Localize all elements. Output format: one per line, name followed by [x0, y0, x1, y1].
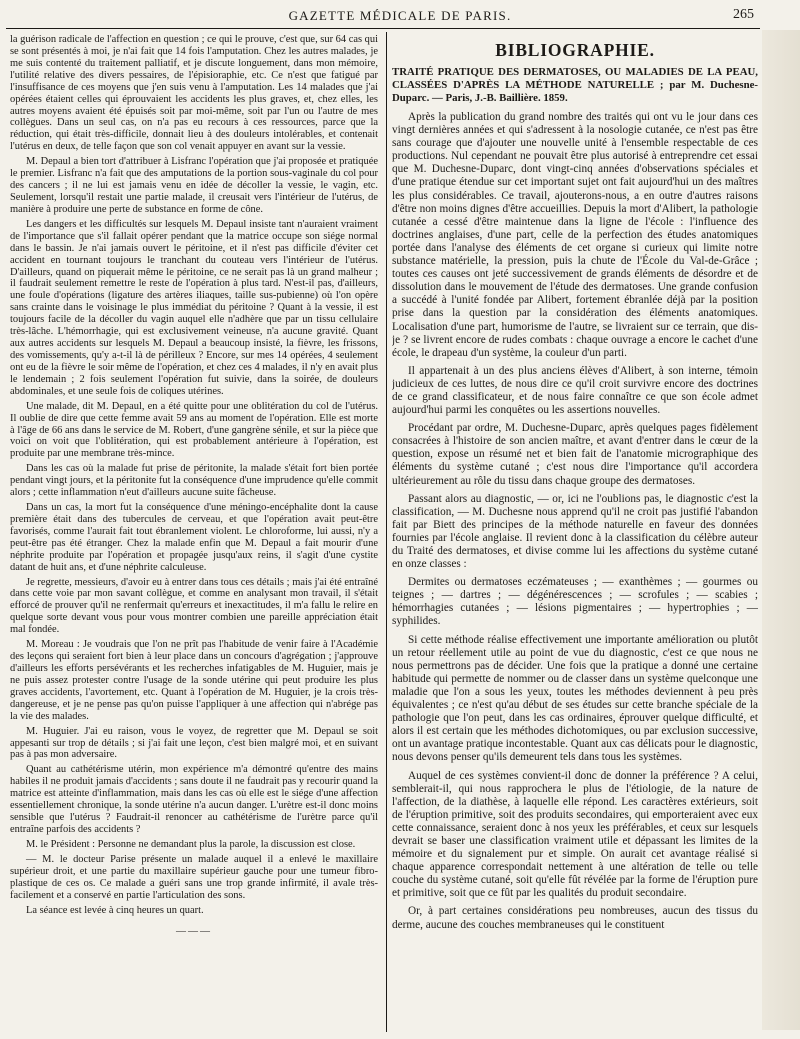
running-head: GAZETTE MÉDICALE DE PARIS. — [288, 8, 512, 23]
paragraph: Passant alors au diagnostic, — or, ici ne l'oublions pas, le diagnostic c'est la classification, — M. Duchesne nous apprend qu'il ne croit pas justifié l'abandon fait par Biett des principes de la méthode naturelle en faveur des données fournies par l'école anglaise. Il revient donc à la classification du célèbre auteur du Traité des dermatoses, et divise comme lui les affections du système cutané en onze classes : — [392, 492, 758, 571]
header-rule — [6, 28, 760, 29]
column-divider — [386, 32, 387, 1032]
paragraph: Si cette méthode réalise effectivement une importante amélioration ou plutôt un retour réellement utile au point de vue du diagnostic, c'est ce que nous ne nous permettrons pas de décider. Une fois que la pratique a donné une certaine habitude qui permette de nommer ou de classer dans un système quelconque une maladie que l'on a sous les yeux, toutes les méthodes deviennent à peu près équivalentes ; ce n'est qu'au début de ses études sur cette branche spéciale de la pathologie que l'on peut, dans les cas ordinaires, éprouver quelque difficulté, et alors il est certain que les méthodes dichotomiques, ou par exclusion successive, ont un avantage pratique incontestable. Quant aux cas délicats pour le diagnostic, nous devons penser qu'ils demeurent tels dans tous les systèmes. — [392, 633, 758, 764]
paragraph: M. Depaul a bien tort d'attribuer à Lisfranc l'opération que j'ai proposée et pratiquée le premier. Lisfranc n'a fait que des amputations de la portion sous-vaginale du col pour des cancers ; il ne lui est jamais venu en idée de décoller la vessie, le vagin, etc. Seulement, lorsqu'il restait une partie malade, il creusait vers l'intérieur de l'utérus, de manière à produire une perte de substance en forme de cône. — [10, 156, 378, 215]
facing-page-edge — [762, 30, 800, 1030]
page-header — [0, 8, 800, 28]
paragraph: M. le Président : Personne ne demandant plus la parole, la discussion est close. — [26, 838, 356, 850]
paragraph: Une malade, dit M. Depaul, en a été quitte pour une oblitération du col de l'utérus. Il oublie de dire que cette femme avait 59 ans au moment de l'opération. Elle est morte à l'âge de 66 ans dans le service de M. Robert, d'une gangrène sénile, et sur la pièce que voici on voit que l'oblitération, qui est probablement antérieure à l'opération, est produite par une membrane très-mince. — [10, 400, 378, 460]
paragraph: Je regrette, messieurs, d'avoir eu à entrer dans tous ces détails ; mais j'ai été entraîné dans cette voie par mon savant collègue, et comme en analysant mon travail, il s'était efforcé de prouver qu'il ne renfermait qu'erreurs et inexactitudes, il m'a fallu le relire en quelque sorte devant vous pour vous montrer combien une pareille appréciation était mal fondée. — [10, 576, 378, 636]
paragraph: Quant au cathétérisme utérin, mon expérience m'a démontré qu'entre des mains habiles il ne produit jamais d'accidents ; sans doute il ne faudrait pas y recourir quand la matrice est atteinte d'inflammation, mais dans les cas où elle est le siége d'une affection essentiellement chronique, la sonde utérine n'a aucun danger. L'urètre est-il donc moins sensible que l'utérus ? Faudrait-il renoncer au cathétérisme de l'urètre parce qu'il entraîne parfois des accidents ? — [10, 764, 378, 835]
classification-list: Dermites ou dermatoses eczémateuses ; — exanthèmes ; — gourmes ou teignes ; — dartres ; — dégénérescences ; — scrofules ; — scabies ; hémorrhagies cutanées ; — lésions pigmentaires ; — hypertrophies ; — syphilides. — [392, 576, 758, 628]
paragraph: Dans les cas où la malade fut prise de péritonite, la malade s'était fort bien portée pendant vingt jours, et la péritonite fut la conséquence d'une imprudence qu'elle commit alors ; cette inflammation n'eut d'ailleurs aucune suite fâcheuse. — [10, 463, 378, 499]
paragraph: Procédant par ordre, M. Duchesne-Duparc, après quelques pages fidèlement consacrées à l'histoire de son ancien maître, et avant d'entrer dans le cœur de la question, expose un résumé net et bien fait de l'anatomie micrographique des éléments du système cutané ; c'est nous dire l'importance qu'il accordera ultérieurement au rôle du tissu dans chaque groupe des dermatoses. — [392, 422, 758, 487]
right-column — [392, 34, 758, 937]
paragraph: Après la publication du grand nombre des traités qui ont vu le jour dans ces vingt dernières années et qui s'adressent à la nosologie cutanée, ce n'est pas être sans courage que d'ajouter une nouvelle unité à l'ensemble respectable de ces productions. Nul cependant ne pouvait être plus autorisé à entreprendre cet essai que M. Duchesne-Duparc, dont vingt-cinq années d'observations spéciales et d'une pratique étendue sur cet important sujet ont fait aujourd'hui un des maîtres les plus considérables. Ce travail, ajouterons-nous, a en outre d'autres raisons d'être non moins dignes d'être accueillies. Depuis la mort d'Alibert, la pathologie cutanée a cessé d'être maintenue dans la ligne de l'école : l'influence des doctrines anglaises, d'une part, celle de la perfection des études anatomiques portée dans l'analyse des éléments de cet organe si curieux qui limite notre substance matérielle, la pression, puis la chute de l'École du Val-de-Grâce ; toutes ces causes ont jeté successivement de grands éléments de désordre et de dissolution dans le mouvement de l'étude des dermatoses. Une grande confusion a succédé à l'unité fondée par Alibert, fortement ébranlée déjà par la position prise dans la question par la considération des éléments anatomiques. Localisation d'une part, humorisme de l'autre, se livraient sur ce terrain, que dis-je ? se livrent encore de rudes combats : chaque ouvrage a encore le cachet d'une école, le drapeau d'un système, la couleur d'un parti. — [392, 111, 758, 359]
paragraph: Les dangers et les difficultés sur lesquels M. Depaul insiste tant n'auraient vraiment de l'importance que s'il fallait opérer pendant que la matrice occupe son siége normal dans le bassin. Je n'ai jamais ouvert le péritoine, et il n'est pas difficile d'éviter cet accident en tournant toujours le tranchant du couteau vers l'intérieur de l'utérus. D'ailleurs, quand on piquerait même le péritoine, ce ne serait pas là un grand malheur ; il faudrait seulement remettre le reste de l'opération à plus tard. N'est-il pas, d'ailleurs, une foule d'opérations (ligature des artères iliaques, taille sus-pubienne) où l'on opère sans crainte dans le voisinage le plus immédiat du péritoine ? Quant à la vessie, il est toujours facile de la décoller du vagin auquel elle n'adhère que par un tissu cellulaire très-lâche. L'hémorrhagie, qui est exclusivement veineuse, n'a aucune gravité. Quant aux autres accidents sur lesquels M. Depaul a beaucoup insisté, la fièvre, les frissons, des vomissements, qu'y a-t-il là de périlleux ? Encore, sur mes 14 opérées, 4 seulement ont eu de la fièvre le soir même de l'opération, et chez ces 4 malades, il n'y en avait plus le lendemain ; 2 fois seulement l'opération fut suivie, dans la soirée, de douleurs abdominales, et une seule fois de coliques utérines. — [10, 218, 378, 397]
paragraph: la guérison radicale de l'affection en question ; ce qui le prouve, c'est que, sur 64 cas qui se sont présentés à moi, je n'ai fait que 14 fois l'amputation. Chez les autres malades, je me suis contenté du traitement palliatif, et je discute longuement, dans mon mémoire, l'utilité relative des divers pessaires, de l'épisioraphie, etc. Ce n'est que fatigué par l'insuffisance de ces moyens que j'en suis venu à l'amputation. Les 14 malades que j'ai opérées étaient celles qui éprouvaient les accidents les plus graves, et, chez elles, les autres moyens avaient été épuisés soit par moi-même, soit par l'un ou l'autre de mes collègues. Dans un seul cas, on n'a pas eu recours à ces ressources, parce que la réduction, qui était très-difficile, donnait lieu à des douleurs intolérables, et contenait l'utérus en deux, de telle façon que son col venait appuyer en avant sur la vessie. — [10, 34, 378, 153]
paragraph: Or, à part certaines considérations peu nombreuses, aucun des tissus du derme, aucune des couches membraneuses qui le constituent — [392, 905, 758, 931]
paragraph: Dans un cas, la mort fut la conséquence d'une méningo-encéphalite dont la cause première était dans des tubercules de cerveau, et que l'opération avait peut-être favorisés, comme l'aurait fait tout ébranlement violent. Le chloroforme, lui aussi, n'y a peut-être pas été étranger. Chez la malade enfin que M. Depaul a fait mourir d'une néphrite produite par l'opération et propagée jusqu'aux reins, il s'agit d'une cystite datant de huit ans, et d'une néphrite calculeuse. — [10, 502, 378, 573]
paragraph: M. Moreau : Je voudrais que l'on ne prît pas l'habitude de venir faire à l'Académie des leçons qui seraient fort bien à leur place dans un concours d'agrégation ; j'approuve d'ailleurs les efforts persévérants et les recherches infatigables de M. Huguier, mais je ne puis assez protester contre l'usage de la sonde utérine qui peut produire les plus graves accidents, l'avortement, etc. Quant à l'opération de M. Huguier, je la crois très-dangereuse, et je ne pense pas qu'on puisse l'appliquer à une affection qui n'abrége pas la vie des malades. — [10, 639, 378, 722]
page-number: 265 — [733, 7, 754, 22]
book-heading: TRAITÉ PRATIQUE DES DERMATOSES, OU MALADIES DE LA PEAU, CLASSÉES D'APRÈS LA MÉTHODE NATURELLE ; par M. Duchesne-Duparc. — Paris, J.-B. Baillière. 1859. — [392, 66, 758, 104]
paragraph: Il appartenait à un des plus anciens élèves d'Alibert, à son interne, témoin judicieux de ces luttes, de nous dire ce qu'il croit survivre encore des doctrines de ce grand classificateur, et de nous faire connaître ce que son école admet aujourd'hui parmi les conquêtes ou les assertions nouvelles. — [392, 364, 758, 417]
closing-ornament: ——— — [176, 926, 212, 938]
section-title: BIBLIOGRAPHIE. — [495, 40, 655, 60]
paragraph: M. Huguier. J'ai eu raison, vous le voyez, de regretter que M. Depaul se soit appesanti sur trop de détails ; si j'ai fait une leçon, c'est bien malgré moi, et en suivant pas à pas mon adversaire. — [10, 725, 378, 761]
left-column — [10, 34, 378, 938]
paragraph: La séance est levée à cinq heures un quart. — [26, 904, 204, 916]
paragraph: Auquel de ces systèmes convient-il donc de donner la préférence ? A celui, semblerait-il, qui nous rapprochera le plus de l'étiologie, de la nature de l'affection, de la diathèse, à laquelle elle répond. Les caractères extérieurs, soit de l'éruption primitive, soit des produits secondaires, qui emporteraient avec eux cette connaissance, seraient donc à nos yeux les préférables, et ceux sur lesquels devrait se baser une classification vraiment utile et dépassant les limites de la mémoire et du signalement pur et simple. On aurait cet avantage réalisé si chaque apparence correspondait nettement à une altération de telle ou telle couche du système cutané, soit qu'elle fût révélée par la forme de l'éruption pure et primitive, soit que ce fût par les qualités du produit secondaire. — [392, 769, 758, 900]
paragraph: — M. le docteur Parise présente un malade auquel il a enlevé le maxillaire supérieur droit, et une partie du maxillaire supérieur gauche pour une tumeur fibro-plastique de ces os. Ce malade a guéri sans une trop grande infirmité, il avale très-facilement et a conservé en partie l'articulation des sons. — [10, 853, 378, 901]
